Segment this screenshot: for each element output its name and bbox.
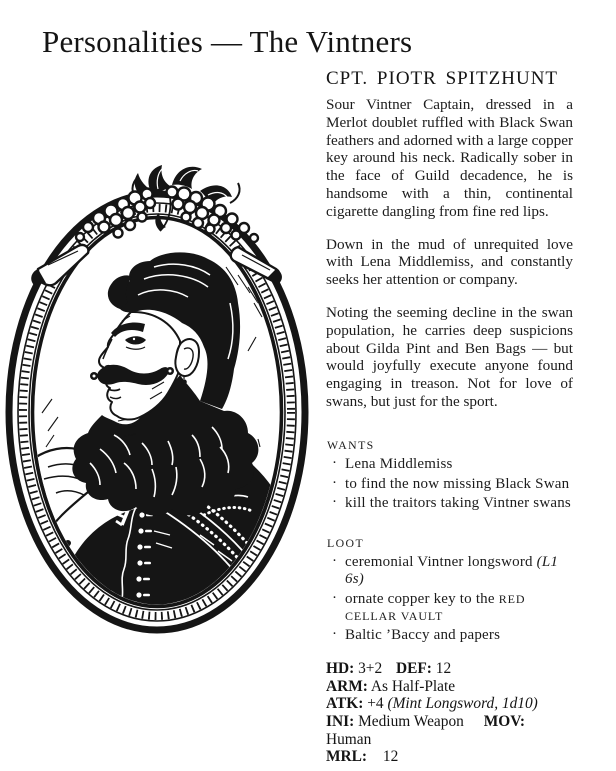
vintner-captain-portrait-illustration	[4, 163, 316, 641]
loot-detail: (L1 6s)	[345, 554, 559, 587]
character-profile-column	[326, 68, 573, 766]
bullet-glyph: ·	[332, 494, 338, 511]
character-name: CPT. PIOTR SPITZHUNT	[326, 68, 559, 89]
stat-block	[326, 660, 573, 766]
list-item	[326, 456, 573, 473]
want-text: Lena Middlemiss	[345, 455, 453, 472]
bio-paragraph: Down in the mud of unrequited love with Lena Middlemiss, and constantly seeks her attention or company.	[326, 235, 573, 289]
bullet-glyph: ·	[332, 454, 338, 471]
stat-label: MOV:	[483, 712, 526, 730]
stat-label: ARM:	[326, 677, 368, 695]
bullet-glyph: ·	[332, 589, 338, 606]
loot-text: ceremonial Vintner longsword	[345, 554, 537, 571]
stat-label: DEF:	[396, 660, 432, 678]
earring	[181, 379, 187, 385]
want-text: to find the now missing Black Swan	[345, 475, 570, 492]
list-item	[326, 554, 573, 588]
list-item	[326, 476, 573, 493]
stat-label: HD:	[326, 660, 355, 678]
loot-text: Baltic ’Baccy and papers	[345, 627, 501, 644]
stat-line-hd-def	[326, 660, 573, 678]
stat-value: As Half-Plate	[370, 677, 456, 695]
want-text: kill the traitors taking Vintner swans	[345, 495, 571, 512]
wants-list	[326, 456, 573, 512]
loot-list	[326, 554, 573, 644]
list-item	[326, 591, 573, 625]
stat-label: ATK:	[326, 695, 364, 713]
stat-value: 12	[435, 660, 452, 678]
loot-heading: LOOT	[327, 536, 365, 551]
bullet-glyph: ·	[332, 626, 338, 643]
stat-value: Medium Weapon	[358, 712, 464, 730]
loot-smallcaps: RED CELLAR VAULT	[345, 591, 526, 623]
stat-value: +4	[367, 695, 384, 713]
stat-line-arm	[326, 678, 573, 696]
stat-line-ini-mov	[326, 713, 573, 748]
bullet-glyph: ·	[332, 553, 338, 570]
list-item	[326, 627, 573, 644]
wants-heading: WANTS	[327, 437, 375, 452]
bullet-glyph: ·	[332, 474, 338, 491]
stat-line-mrl	[326, 748, 573, 766]
loot-text: ornate copper key to the	[345, 590, 499, 607]
bio-paragraph: Noting the seeming decline in the swan population, he carries deep suspicions about Gilda Pint and Ben Bags — but would joyfully execute anyone found engaging in treason. Not for love of swans, but just for the sport.	[326, 303, 573, 410]
stat-label: INI:	[326, 712, 355, 730]
list-item	[326, 495, 573, 512]
woodcut-oval-portrait	[4, 163, 316, 641]
stat-value: Human	[326, 730, 372, 748]
stat-label: MRL:	[326, 748, 368, 766]
stat-line-atk	[326, 695, 573, 713]
bio-paragraph: Sour Vintner Captain, dressed in a Merlot doublet ruffled with Black Swan feathers and adorned with a large copper key around his neck. Radically sober in the face of Guild decadence, he is handsome with a thin, continental cigarette dangling from fine red lips.	[326, 96, 573, 220]
page-title: Personalities — The Vintners	[42, 24, 413, 59]
stat-value: 3+2	[358, 660, 383, 678]
stat-detail: (Mint Longsword, 1d10)	[387, 695, 538, 713]
stat-value: 12	[382, 748, 399, 766]
